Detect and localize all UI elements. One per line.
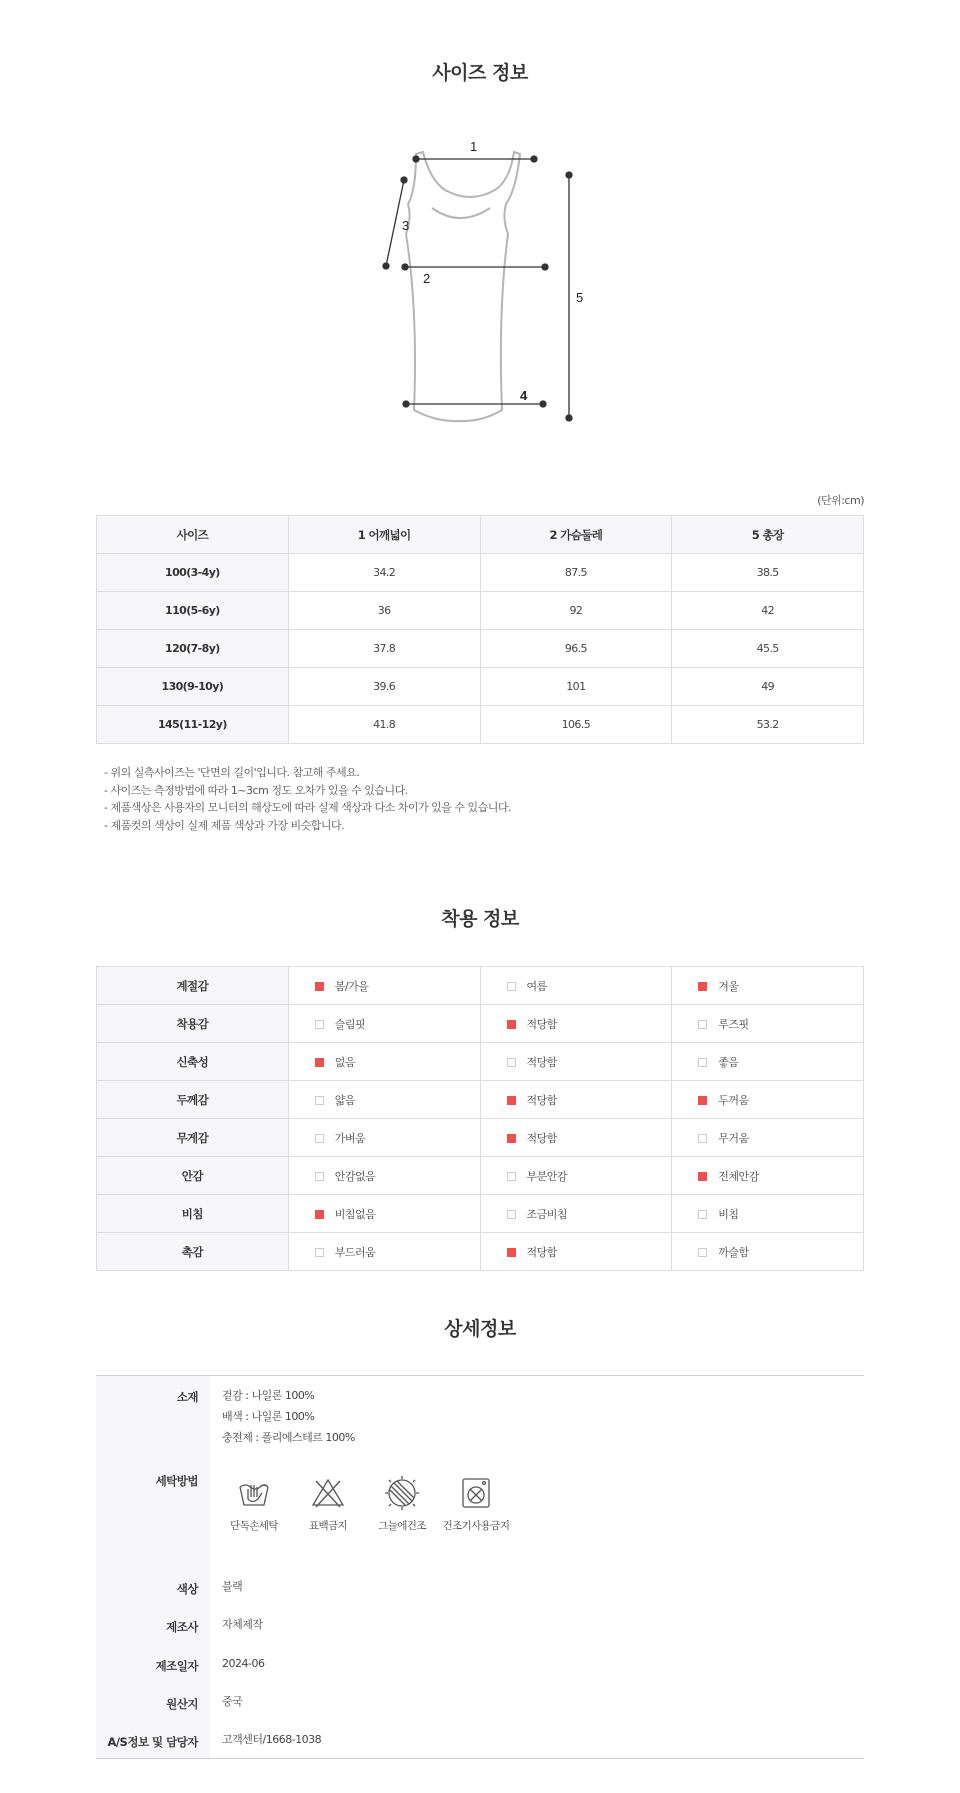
unchecked-box-icon: [315, 1248, 324, 1257]
table-row: [97, 967, 864, 1005]
material-line: 충전제 : 폴리에스테르 100%: [222, 1431, 355, 1444]
table-row: [97, 554, 864, 592]
size-row-label: 110(5-6y): [97, 592, 289, 630]
fit-row-label: 신축성: [97, 1043, 289, 1081]
fit-option-label: 적당함: [526, 1017, 557, 1031]
color-label: 색상: [176, 1582, 198, 1596]
fit-option: [672, 1081, 864, 1119]
size-header-shoulder: 1 어깨넓이: [288, 516, 480, 554]
unchecked-box-icon: [507, 1210, 516, 1219]
fit-option: [480, 1005, 672, 1043]
material-line: 배색 : 나일론 100%: [222, 1410, 315, 1423]
size-row-label: 100(3-4y): [97, 554, 289, 592]
fit-option-label: 두꺼움: [718, 1093, 749, 1107]
unchecked-box-icon: [698, 1134, 707, 1143]
tank-top-size-diagram: [370, 130, 600, 440]
unit-note: (단위:cm): [817, 494, 864, 507]
size-row-label: 130(9-10y): [97, 668, 289, 706]
wash-item: [288, 1475, 368, 1533]
note-line: - 제품컷의 색상이 실제 제품 색상과 가장 비슷합니다.: [104, 819, 345, 833]
checked-box-icon: [698, 982, 707, 991]
fit-option: [672, 1043, 864, 1081]
fit-option: [480, 1081, 672, 1119]
fit-row-label: 두께감: [97, 1081, 289, 1119]
fit-row-label: 안감: [97, 1157, 289, 1195]
fit-option: [672, 1195, 864, 1233]
fit-option-label: 없음: [334, 1055, 356, 1069]
fit-option: [672, 1119, 864, 1157]
fit-option-label: 좋음: [718, 1055, 739, 1069]
unchecked-box-icon: [315, 1172, 324, 1181]
material-values: [222, 1385, 355, 1448]
fit-option-label: 봄/가을: [334, 979, 369, 993]
wash-label-item: 그늘에건조: [378, 1520, 426, 1532]
size-cell: 49: [672, 668, 864, 706]
fit-row-label: 계절감: [97, 967, 289, 1005]
fit-option: [480, 1157, 672, 1195]
size-info-title: 사이즈 정보: [432, 62, 528, 84]
fit-option: [672, 1005, 864, 1043]
fit-option-label: 무거움: [718, 1131, 749, 1145]
fit-option-label: 여름: [526, 979, 547, 993]
fit-table: [96, 966, 864, 1271]
checked-box-icon: [315, 1210, 324, 1219]
fit-option: [480, 967, 672, 1005]
checked-box-icon: [315, 982, 324, 991]
fit-option: [480, 1043, 672, 1081]
fit-row-label: 촉감: [97, 1233, 289, 1271]
fit-option-label: 적당함: [526, 1093, 557, 1107]
size-cell: 106.5: [480, 706, 672, 744]
color-value: 블랙: [222, 1580, 243, 1593]
wash-item: [214, 1475, 294, 1533]
unchecked-box-icon: [698, 1020, 707, 1029]
fit-row-label: 무게감: [97, 1119, 289, 1157]
size-cell: 34.2: [288, 554, 480, 592]
table-row: [97, 706, 864, 744]
table-row: [97, 1233, 864, 1271]
unchecked-box-icon: [698, 1210, 707, 1219]
size-cell: 36: [288, 592, 480, 630]
fit-option: [672, 1233, 864, 1271]
table-row: [97, 1195, 864, 1233]
unchecked-box-icon: [698, 1058, 707, 1067]
size-table: [96, 515, 864, 744]
diagram-label-3: 3: [402, 218, 410, 233]
material-label: 소재: [176, 1390, 198, 1404]
size-cell: 41.8: [288, 706, 480, 744]
checked-box-icon: [507, 1248, 516, 1257]
table-row: [97, 668, 864, 706]
diagram-label-1: 1: [470, 139, 478, 154]
unchecked-box-icon: [507, 1172, 516, 1181]
wash-label-item: 표백금지: [308, 1520, 348, 1532]
fit-option-label: 부분안감: [526, 1169, 568, 1183]
wash-label: 세탁방법: [155, 1474, 198, 1488]
checked-box-icon: [507, 1020, 516, 1029]
fit-option-label: 가벼움: [334, 1131, 366, 1145]
size-cell: 101: [480, 668, 672, 706]
fit-option: [288, 1081, 480, 1119]
fit-option-label: 까슬함: [718, 1245, 749, 1259]
fit-option-label: 전체안감: [718, 1169, 759, 1183]
fit-row-label: 비침: [97, 1195, 289, 1233]
maker-value: 자체제작: [222, 1618, 263, 1631]
size-header-length: 5 총장: [672, 516, 864, 554]
size-row-label: 145(11-12y): [97, 706, 289, 744]
table-row: [97, 630, 864, 668]
as-label: A/S정보 및 담당자: [107, 1735, 198, 1749]
detail-panel: [96, 1375, 864, 1759]
diagram-label-4: 4: [520, 388, 528, 403]
size-row-label: 120(7-8y): [97, 630, 289, 668]
size-table-header: [97, 516, 864, 554]
detail-info-title: 상세정보: [444, 1318, 516, 1340]
fit-option: [672, 1157, 864, 1195]
unchecked-box-icon: [507, 1058, 516, 1067]
size-cell: 39.6: [288, 668, 480, 706]
note-line: - 제품색상은 사용자의 모니터의 해상도에 따라 실제 색상과 다소 차이가 있을 수 있습니다.: [104, 801, 511, 815]
fit-row-label: 착용감: [97, 1005, 289, 1043]
table-row: [97, 1119, 864, 1157]
fit-option: [480, 1119, 672, 1157]
checked-box-icon: [315, 1058, 324, 1067]
checked-box-icon: [507, 1134, 516, 1143]
fit-option-label: 얇음: [334, 1093, 356, 1107]
fit-option-label: 비침: [718, 1207, 739, 1221]
wash-label-item: 건조기사용금지: [442, 1520, 510, 1532]
origin-value: 중국: [222, 1695, 243, 1708]
wash-label-item: 단독손세탁: [230, 1520, 278, 1532]
diagram-label-5: 5: [576, 290, 584, 305]
table-row: [97, 1157, 864, 1195]
checked-box-icon: [698, 1096, 707, 1105]
fit-option: [288, 1043, 480, 1081]
fit-option-label: 적당함: [526, 1245, 557, 1259]
checked-box-icon: [698, 1172, 707, 1181]
fit-option-label: 비침없음: [334, 1207, 376, 1221]
fit-option: [480, 1195, 672, 1233]
size-cell: 87.5: [480, 554, 672, 592]
fit-option-label: 슬림핏: [334, 1017, 366, 1031]
fit-option-label: 부드러움: [334, 1245, 376, 1259]
size-cell: 37.8: [288, 630, 480, 668]
unchecked-box-icon: [315, 1020, 324, 1029]
size-header-size: 사이즈: [97, 516, 289, 554]
diagram-label-2: 2: [423, 271, 431, 286]
fit-option-label: 적당함: [526, 1055, 557, 1069]
date-value: 2024-06: [222, 1657, 265, 1670]
size-cell: 92: [480, 592, 672, 630]
table-row: [97, 592, 864, 630]
note-line: - 사이즈는 측정방법에 따라 1~3cm 정도 오차가 있을 수 있습니다.: [104, 783, 408, 797]
unchecked-box-icon: [507, 982, 516, 991]
fit-option: [288, 1157, 480, 1195]
shade-dry-icon: [384, 1475, 420, 1511]
origin-label: 원산지: [166, 1697, 198, 1711]
wash-item: [362, 1475, 442, 1533]
fit-option-label: 적당함: [526, 1131, 557, 1145]
no-tumble-dry-icon: [458, 1475, 494, 1511]
as-value: 고객센터/1668-1038: [222, 1733, 322, 1746]
hand-wash-icon: [236, 1475, 272, 1511]
fit-option: [288, 1195, 480, 1233]
fit-option: [288, 1233, 480, 1271]
checked-box-icon: [507, 1096, 516, 1105]
table-row: [97, 1081, 864, 1119]
fit-option: [288, 967, 480, 1005]
material-line: 겉감 : 나일론 100%: [222, 1389, 315, 1402]
fit-info-title: 착용 정보: [441, 908, 519, 930]
table-row: [97, 1043, 864, 1081]
wash-item: [436, 1475, 516, 1533]
table-row: [97, 1005, 864, 1043]
fit-option: [288, 1119, 480, 1157]
unchecked-box-icon: [315, 1096, 324, 1105]
fit-option-label: 루즈핏: [718, 1017, 749, 1031]
size-cell: 96.5: [480, 630, 672, 668]
size-cell: 53.2: [672, 706, 864, 744]
size-cell: 42: [672, 592, 864, 630]
size-notes: [104, 764, 511, 835]
fit-option-label: 조금비침: [526, 1207, 568, 1221]
fit-option-label: 겨울: [718, 979, 739, 993]
fit-option: [672, 967, 864, 1005]
size-header-chest: 2 가슴둘레: [480, 516, 672, 554]
fit-option-label: 안감없음: [334, 1169, 376, 1183]
no-bleach-icon: [310, 1475, 346, 1511]
note-line: - 위의 실측사이즈는 '단면의 길이'입니다. 참고해 주세요.: [104, 766, 360, 779]
size-cell: 45.5: [672, 630, 864, 668]
unchecked-box-icon: [315, 1134, 324, 1143]
fit-option: [480, 1233, 672, 1271]
date-label: 제조일자: [155, 1659, 198, 1673]
maker-label: 제조사: [166, 1620, 198, 1634]
fit-option: [288, 1005, 480, 1043]
size-cell: 38.5: [672, 554, 864, 592]
unchecked-box-icon: [698, 1248, 707, 1257]
